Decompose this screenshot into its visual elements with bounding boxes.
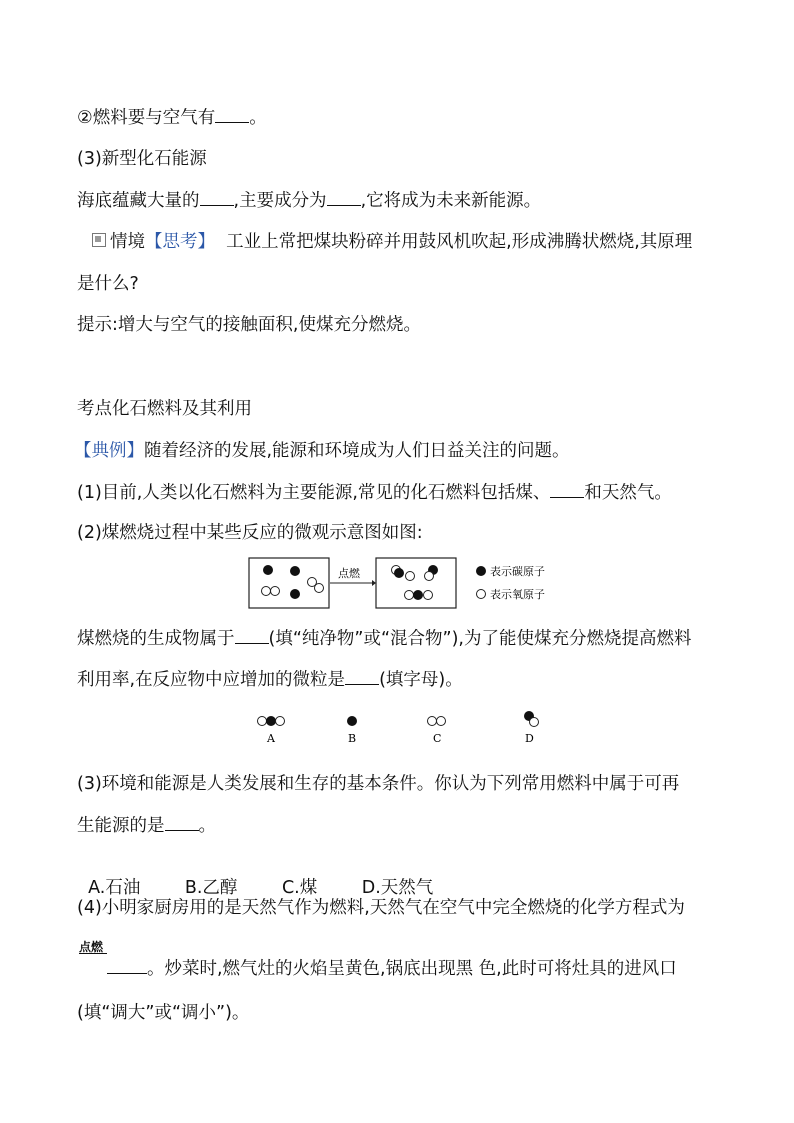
particle-options xyxy=(250,708,550,748)
text: 是什么? xyxy=(77,274,139,294)
text: 和天然气。 xyxy=(584,483,672,503)
text-line xyxy=(77,1002,249,1024)
text: 工业上常把煤块粉碎并用鼓风机吹起,形成沸腾状燃烧,其原理 xyxy=(226,232,693,252)
text-line xyxy=(77,814,216,837)
question-1 xyxy=(77,481,672,504)
reactants-box xyxy=(249,558,329,608)
text: 。炒菜时,燃气灶的火焰呈黄色,锅底出现黑 色,此时可将灶具的进风口 xyxy=(147,959,677,979)
answer-blank[interactable] xyxy=(165,814,199,831)
option-c-label: C xyxy=(433,732,442,745)
text: 煤燃烧的生成物属于 xyxy=(77,629,235,649)
arrow-label: 点燃 xyxy=(338,567,360,580)
text: (4)小明家厨房用的是天然气作为燃料,天然气在空气中完全燃烧的化学方程式为 xyxy=(77,898,685,918)
equation-condition xyxy=(79,936,103,958)
oxygen-atom xyxy=(406,572,415,581)
oxygen-atom xyxy=(405,591,414,600)
legend-oxygen: 表示氧原子 xyxy=(490,588,545,601)
text: 利用率,在反应物中应增加的微粒是 xyxy=(77,670,346,690)
text: 生能源的是 xyxy=(77,816,165,836)
think-tag: 【思考】 xyxy=(145,232,215,252)
hint-text: 提示:增大与空气的接触面积,使煤充分燃烧。 xyxy=(77,315,421,335)
text: (1)目前,人类以化石燃料为主要能源,常见的化石燃料包括煤、 xyxy=(77,483,551,503)
text: (3)新型化石能源 xyxy=(77,149,207,169)
legend-oxygen-symbol xyxy=(477,590,486,599)
option-a-label: A xyxy=(267,732,275,745)
carbon-atom xyxy=(263,565,273,575)
carbon-atom xyxy=(290,589,300,599)
reaction-diagram xyxy=(245,555,565,611)
text: (填字母)。 xyxy=(379,670,463,690)
option-d[interactable] xyxy=(524,711,539,745)
carbon-atom xyxy=(413,590,423,600)
text-line xyxy=(107,957,677,980)
legend-carbon: 表示碳原子 xyxy=(490,565,545,578)
oxygen-atom xyxy=(262,587,271,596)
text: (3)环境和能源是人类发展和生存的基本条件。你认为下列常用燃料中属于可再 xyxy=(77,774,680,794)
text: (2)煤燃烧过程中某些反应的微观示意图如图: xyxy=(77,523,423,543)
example-line xyxy=(74,440,570,462)
answer-blank[interactable] xyxy=(200,189,234,206)
hint-line xyxy=(77,314,421,336)
condition-text: 点燃 xyxy=(79,940,104,954)
situation-line xyxy=(92,231,692,253)
option-c[interactable] xyxy=(428,717,446,746)
text: 考点化石燃料及其利用 xyxy=(77,399,252,419)
example-tag: 【典例】 xyxy=(74,441,144,461)
answer-blank[interactable] xyxy=(550,481,584,498)
text: ②燃料要与空气有 xyxy=(77,108,216,128)
text: (填“调大”或“调小”)。 xyxy=(77,1003,250,1023)
text: (填“纯净物”或“混合物”),为了能使煤充分燃烧提高燃料 xyxy=(268,629,692,649)
text: 海底蕴藏大量的 xyxy=(77,191,200,211)
text-line xyxy=(77,627,691,650)
text: 。 xyxy=(198,816,216,836)
text: ,它将成为未来新能源。 xyxy=(360,191,542,211)
question-3 xyxy=(77,773,679,795)
products-box xyxy=(376,558,456,608)
option-b-label: B xyxy=(348,732,357,745)
text-line xyxy=(77,273,139,295)
answer-blank[interactable] xyxy=(107,957,147,974)
section-heading xyxy=(77,148,207,170)
text: 随着经济的发展,能源和环境成为人们日益关注的问题。 xyxy=(144,441,570,461)
answer-blank[interactable] xyxy=(345,668,379,685)
question-2 xyxy=(77,522,423,544)
situation-tag: 情境 xyxy=(110,232,145,252)
answer-blank[interactable] xyxy=(235,627,269,644)
option-a[interactable] xyxy=(258,716,285,745)
oxygen-atom xyxy=(425,572,434,581)
oxygen-atom xyxy=(315,584,324,593)
text-line xyxy=(77,189,541,212)
text: ,主要成分为 xyxy=(233,191,327,211)
answer-blank[interactable] xyxy=(215,106,249,123)
arrow-head xyxy=(372,580,376,586)
legend-carbon-symbol xyxy=(476,566,486,576)
question-4 xyxy=(77,897,685,919)
equation-arrow-line xyxy=(79,953,107,954)
situation-icon xyxy=(92,233,106,247)
text: 。 xyxy=(249,108,267,128)
oxygen-atom xyxy=(271,587,280,596)
choices-text: A.石油 B.乙醇 C.煤 D.天然气 xyxy=(88,878,434,898)
carbon-atom xyxy=(394,568,404,578)
topic-heading xyxy=(77,398,252,420)
text-line xyxy=(77,668,463,691)
choices-line xyxy=(77,855,433,899)
option-d-label: D xyxy=(525,732,534,745)
option-b[interactable] xyxy=(347,716,357,745)
text-line xyxy=(77,106,267,129)
answer-blank[interactable] xyxy=(327,189,361,206)
carbon-atom xyxy=(290,566,300,576)
oxygen-atom xyxy=(424,591,433,600)
